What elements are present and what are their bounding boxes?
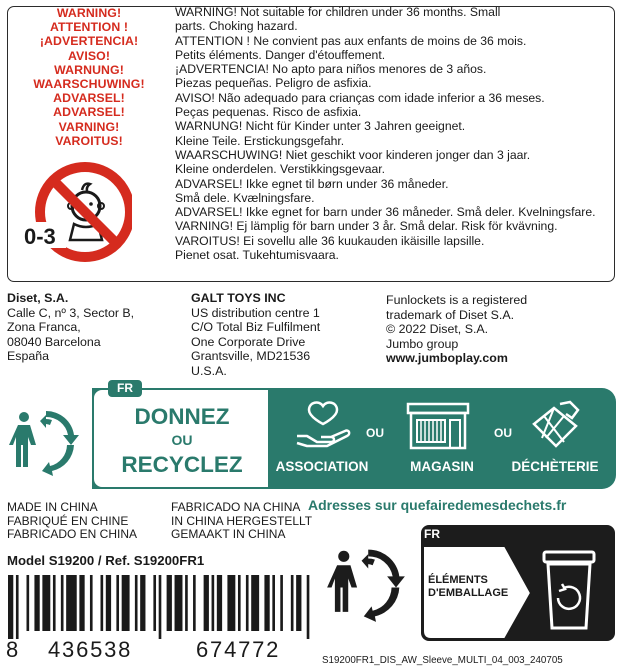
barcode-bar — [217, 575, 222, 631]
warning-word: WARNING! — [56, 6, 122, 20]
barcode-bar — [153, 575, 156, 631]
barcode-bar — [90, 575, 93, 631]
packaging-line: ÉLÉMENTS — [428, 574, 488, 586]
copyright-line: © 2022 Diset, S.A. — [386, 322, 489, 337]
barcode-bar — [251, 575, 259, 631]
barcode-bar — [16, 575, 19, 639]
group-line: Jumbo group — [386, 336, 459, 351]
barcode-bar — [8, 575, 13, 639]
barcode-bar — [307, 575, 310, 639]
address-line: U.S.A. — [191, 363, 227, 378]
made-in-line: FABRIQUÉ EN CHINE — [7, 513, 129, 528]
warning-line: Pienet osat. Tukehtumisvaara. — [175, 248, 339, 263]
option-magasin: MAGASIN — [410, 459, 474, 474]
company-name: Diset, S.A. — [7, 291, 69, 305]
warning-word: VARNING! — [58, 119, 120, 134]
warning-line: Kleine Teile. Erstickungsgefahr. — [175, 133, 345, 148]
warning-line: WAARSCHUWING! Niet geschikt voor kinderen jonger dan 3 jaar. — [175, 147, 531, 162]
website-url: www.jumboplay.com — [386, 351, 508, 366]
barcode-bar — [212, 575, 215, 631]
ou-separator: OU — [494, 426, 512, 440]
warning-line: Peças pequenas. Risco de asfixia. — [175, 105, 362, 120]
address-line: Grantsville, MD21536 — [191, 349, 311, 364]
barcode-bar — [27, 575, 30, 631]
warning-line: WARNING! Not suitable for children under 36 months. Small — [175, 5, 501, 19]
address-line: One Corporate Drive — [191, 334, 306, 349]
warning-line: VARNING! Ej lämplig för barn under 3 år. Små delar. Risk för kvävning. — [175, 219, 558, 234]
warning-line: Piezas pequeñas. Peligro de asfixia. — [175, 76, 372, 91]
barcode-bar — [246, 575, 249, 631]
waste-center-icon — [530, 400, 584, 452]
made-in-line: GEMAAKT IN CHINA — [171, 527, 286, 542]
barcode-bar — [79, 575, 84, 631]
option-association: ASSOCIATION — [275, 459, 369, 474]
warning-word: ADVARSEL! — [53, 105, 125, 120]
address-line: C/O Total Biz Fulfilment — [191, 320, 321, 335]
trademark-line: Funlockets is a registered — [386, 293, 528, 307]
barcode — [8, 575, 312, 639]
address-line: 08040 Barcelona — [7, 334, 101, 349]
fr-badge: FR — [108, 380, 142, 397]
model-reference: Model S19200 / Ref. S19200FR1 — [7, 553, 205, 568]
barcode-digits-left: 436538 — [48, 637, 133, 662]
shop-icon — [405, 400, 471, 452]
barcode-bar — [135, 575, 138, 631]
warning-word: ATTENTION ! — [49, 20, 129, 35]
barcode-bar — [159, 575, 162, 639]
warning-words — [8, 6, 170, 148]
warning-line: parts. Choking hazard. — [175, 19, 298, 34]
barcode-bar — [106, 575, 111, 631]
barcode-bar — [291, 575, 294, 631]
warning-line: VAROITUS! Ei sovellu alle 36 kuukauden ikäisille lapsille. — [175, 233, 485, 248]
address-line: Zona Franca, — [7, 320, 81, 335]
barcode-bar — [66, 575, 77, 631]
barcode-bar — [175, 575, 183, 631]
address-line: Calle C, nº 3, Sector B, — [7, 305, 135, 320]
warning-word: ¡ADVERTENCIA! — [39, 34, 139, 49]
triman-recycle-icon — [8, 405, 80, 477]
warning-line: Små dele. Kvælningsfare. — [175, 190, 315, 205]
recyclez-label: RECYCLEZ — [121, 452, 243, 477]
barcode-bar — [185, 575, 188, 631]
trademark-notice — [386, 293, 527, 366]
made-in-line: FABRICADO EN CHINA — [7, 527, 138, 542]
option-dechetterie: DÉCHÈTERIE — [511, 459, 599, 474]
triman-icon — [326, 543, 406, 623]
diset-address — [7, 291, 134, 364]
warning-line: ADVARSEL! Ikke egnet for barn under 36 måneder. Små deler. Kvelningsfare. — [175, 205, 596, 220]
packaging-fr-label: FR — [424, 527, 440, 541]
company-name: GALT TOYS INC — [191, 291, 286, 305]
warning-word: WARNUNG! — [54, 62, 124, 77]
barcode-bar — [140, 575, 145, 631]
made-in-col-1 — [7, 501, 137, 542]
donnez-label: DONNEZ — [134, 404, 230, 429]
warning-line: AVISO! Não adequado para crianças com idade inferior a 36 meses. — [175, 90, 545, 105]
recycling-bin-icon — [538, 550, 600, 632]
ou-label: OU — [171, 432, 193, 448]
warning-line: Petits éléments. Danger d'étouffement. — [175, 47, 386, 62]
barcode-bar — [101, 575, 104, 631]
barcode-digits-right: 674772 — [196, 637, 281, 662]
packaging-label — [428, 574, 508, 600]
warning-word: WAARSCHUWING! — [33, 77, 145, 92]
made-in-line: FABRICADO NA CHINA — [171, 500, 301, 514]
recycling-address-link: Adresses sur quefairedemesdechets.fr — [308, 497, 567, 513]
warning-line: ADVARSEL! Ikke egnet til børn under 36 måneder. — [175, 176, 449, 191]
barcode-bar — [42, 575, 50, 631]
barcode-bar — [204, 575, 209, 631]
artwork-code: S19200FR1_DIS_AW_Sleeve_MULTI_04_003_240705 — [322, 655, 563, 666]
warning-word: ADVARSEL! — [53, 91, 125, 106]
packaging-line: D'EMBALLAGE — [428, 587, 509, 599]
warning-line: ¡ADVERTENCIA! No apto para niños menores de 3 años. — [175, 62, 487, 77]
made-in-line: MADE IN CHINA — [7, 500, 98, 514]
barcode-bar — [193, 575, 196, 631]
warning-word: VAROITUS! — [55, 133, 123, 148]
barcode-bar — [238, 575, 241, 631]
address-line: US distribution centre 1 — [191, 305, 320, 320]
address-line: España — [7, 349, 50, 364]
barcode-bar — [167, 575, 172, 631]
barcode-bar — [116, 575, 119, 631]
age-label: 0-3 — [24, 224, 56, 249]
barcode-bar — [227, 575, 235, 631]
made-in-col-2 — [171, 501, 312, 542]
barcode-digit-first: 8 — [6, 637, 21, 662]
warning-line: ATTENTION ! Ne convient pas aux enfants de moins de 36 mois. — [175, 33, 527, 48]
barcode-bar — [34, 575, 39, 631]
warning-line: WARNUNG! Nicht für Kinder unter 3 Jahren geeignet. — [175, 119, 466, 134]
made-in-line: IN CHINA HERGESTELLT — [171, 513, 313, 528]
barcode-bar — [280, 575, 283, 631]
barcode-bar — [61, 575, 64, 631]
barcode-bar — [296, 575, 301, 631]
not-for-under-3-icon — [22, 160, 132, 268]
galt-address — [191, 291, 320, 379]
ou-separator: OU — [366, 426, 384, 440]
hand-heart-icon — [293, 400, 353, 452]
barcode-bar — [264, 575, 269, 631]
trademark-line: trademark of Diset S.A. — [386, 307, 515, 322]
barcode-bar — [122, 575, 130, 631]
warning-text — [175, 5, 605, 262]
barcode-bar — [53, 575, 56, 631]
warning-line: Kleine onderdelen. Verstikkingsgevaar. — [175, 162, 386, 177]
warning-word: AVISO! — [67, 48, 111, 63]
barcode-bar — [272, 575, 275, 631]
